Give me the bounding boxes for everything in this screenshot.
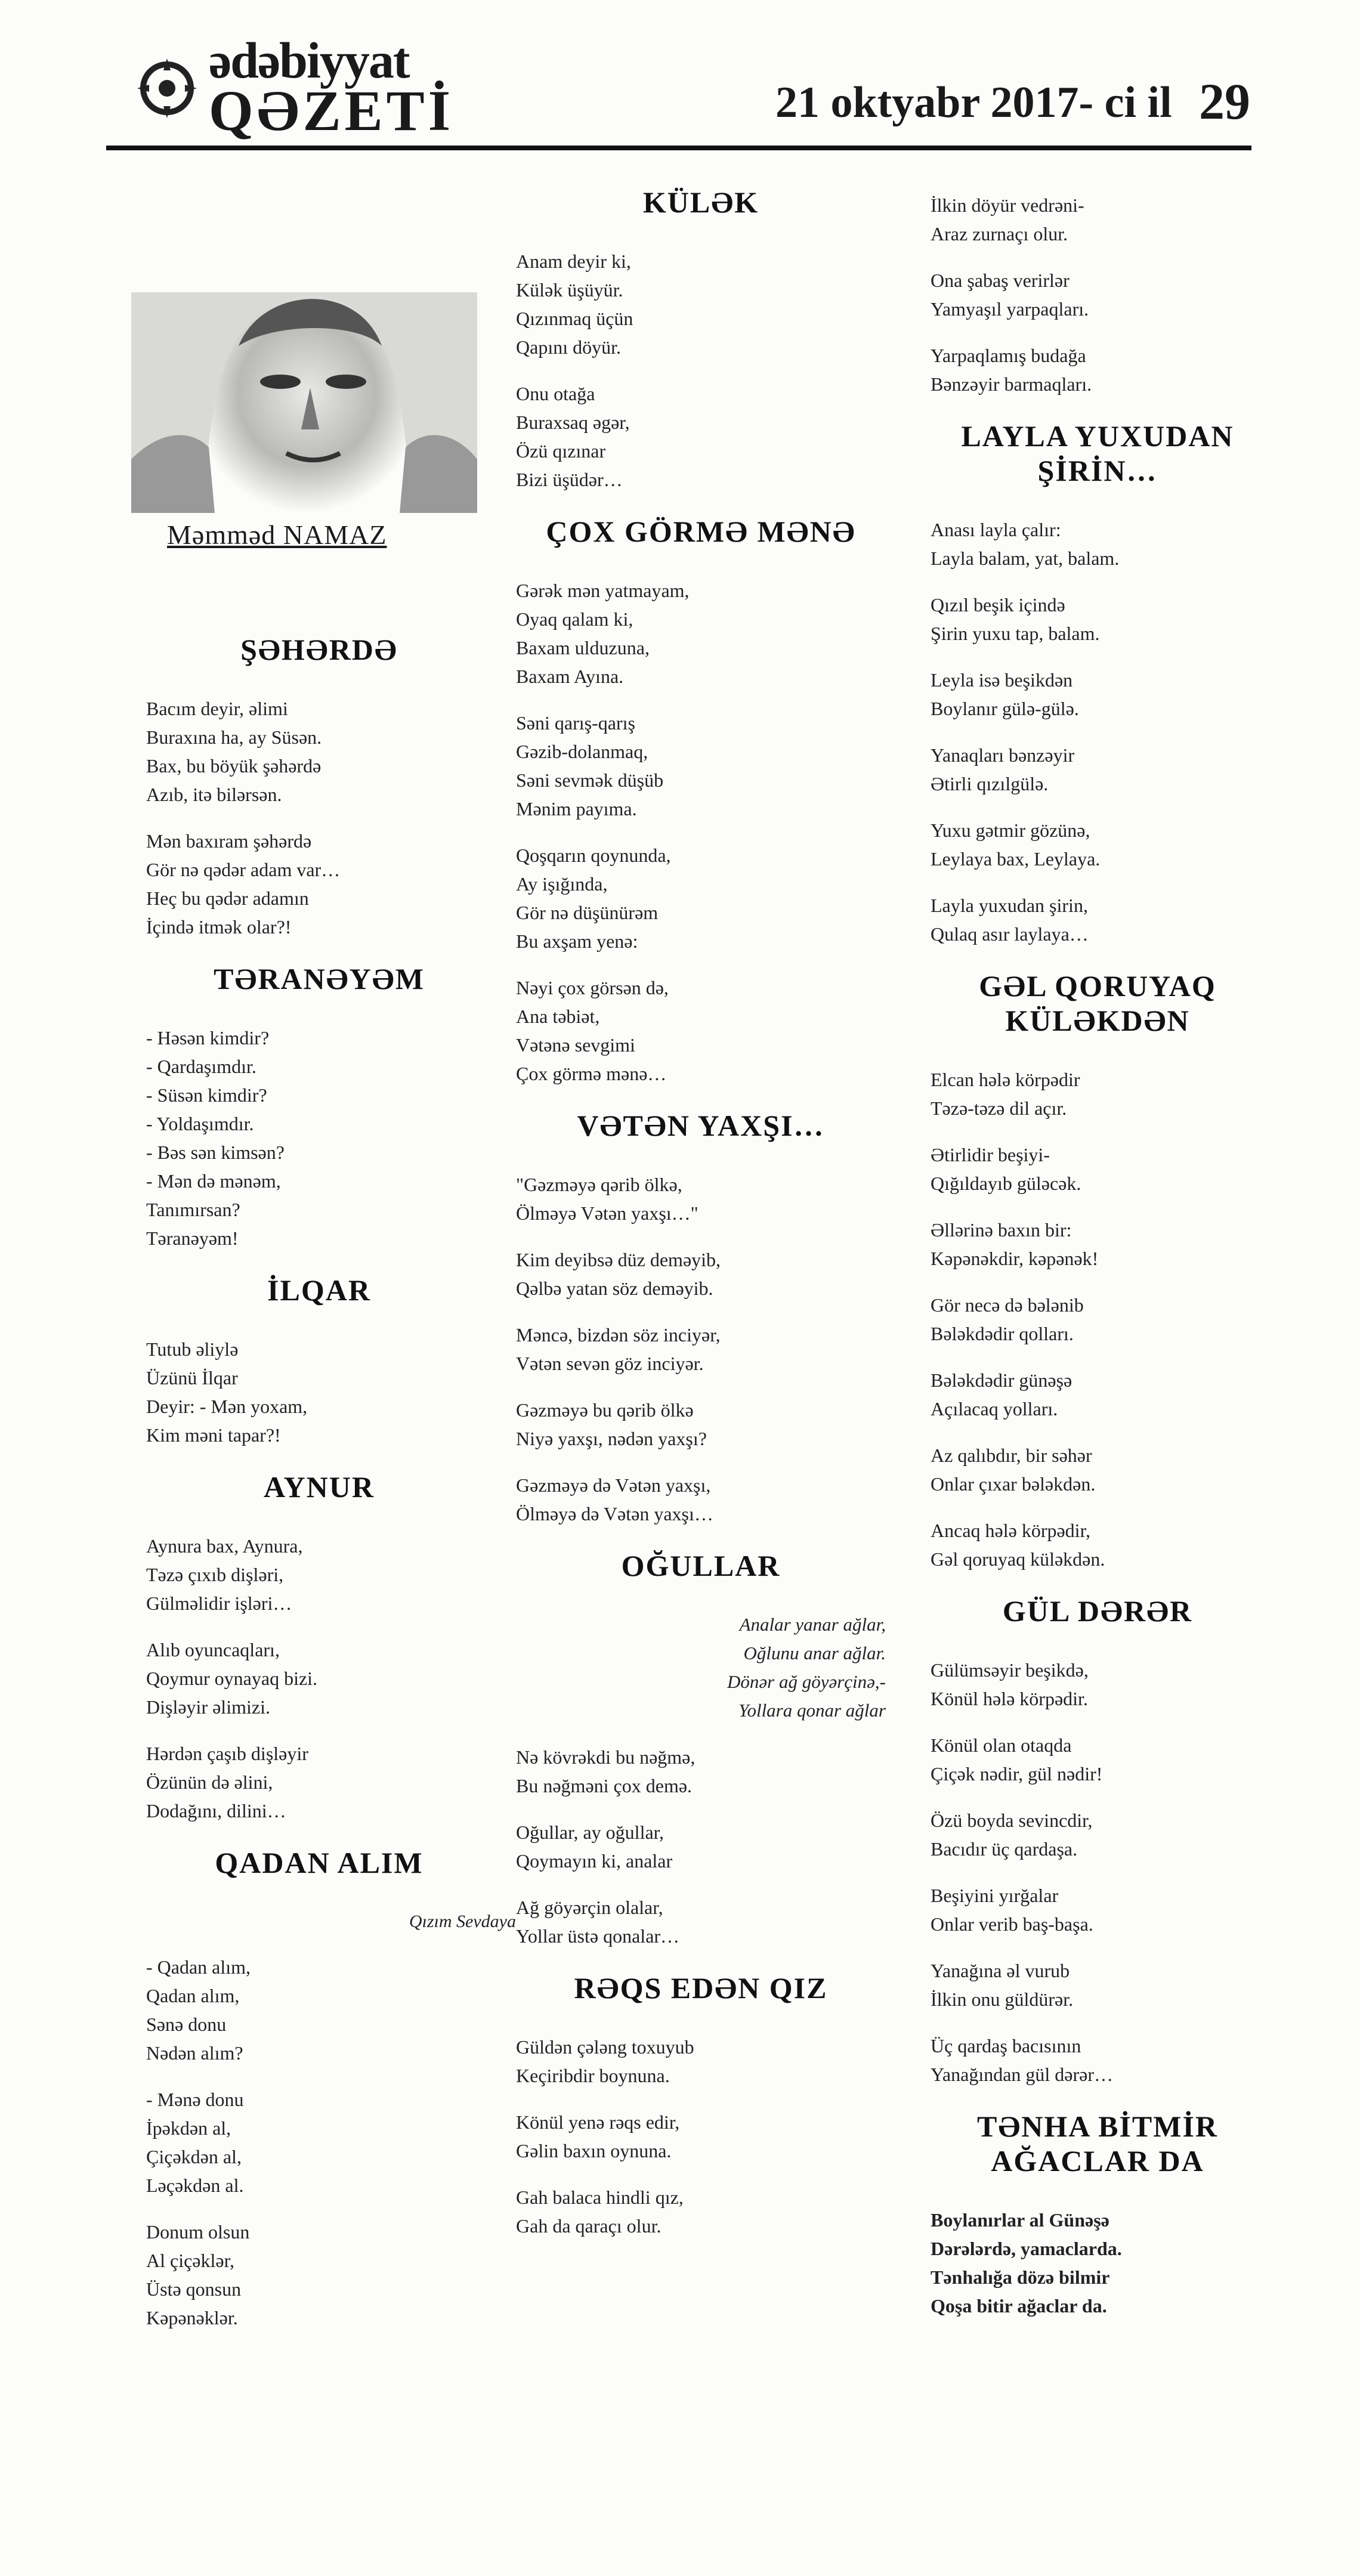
poem-title: RƏQS EDƏN QIZ (574, 1971, 828, 2005)
poem (516, 514, 886, 1088)
verse-line: Nəyi çox görsən də, (516, 977, 669, 998)
verse-line: Baxam ulduzuna, (516, 637, 650, 658)
poem-title: GÜL DƏRƏR (1002, 1594, 1193, 1628)
poem-title: TƏNHA BİTMİR AĞACLAR DA (976, 2110, 1219, 2178)
verse-line: Təzə-təzə dil açır. (931, 1097, 1067, 1119)
stanza (516, 1321, 886, 1378)
stanza (931, 1956, 1265, 2014)
verse-line: Yamyaşıl yarpaqları. (931, 298, 1089, 320)
verse-line: Gah da qaraçı olur. (516, 2215, 662, 2237)
verse-line: Külək üşüyür. (516, 279, 623, 301)
verse-line: Üstə qonsun (146, 2278, 242, 2300)
stanza (516, 247, 886, 361)
verse-line: Təranəyəm! (146, 1227, 239, 1249)
verse-line: Ətirli qızılgülə. (931, 773, 1049, 794)
epigraph-line: Oğlunu anar ağlar. (743, 1643, 886, 1663)
column-1 (146, 632, 516, 2352)
verse-line: Dişləyir əlimizi. (146, 1696, 270, 1718)
verse-line: Dodağını, dilini… (146, 1800, 286, 1822)
poem (146, 961, 516, 1253)
stanza (931, 341, 1265, 398)
verse-line: Tənhalığa dözə bilmir (931, 2266, 1110, 2288)
verse-line: Oğullar, ay oğullar, (516, 1822, 664, 1843)
verse-line: Tanımırsan? (146, 1199, 240, 1220)
verse-line: - Süsən kimdir? (146, 1084, 267, 1106)
poem (516, 185, 886, 494)
stanza (516, 1170, 886, 1227)
verse-line: Buraxına ha, ay Süsən. (146, 726, 322, 748)
verse-line: Çiçəkdən al, (146, 2146, 242, 2167)
stanza (931, 666, 1265, 723)
poem-dedication: Qızım Sevdaya (409, 1912, 516, 1931)
verse-line: Az qalıbdır, bir səhər (931, 1445, 1092, 1466)
stanza (931, 1065, 1265, 1122)
poem (146, 1470, 516, 1825)
poem-title: LAYLA YUXUDAN ŞİRİN… (961, 419, 1234, 487)
verse-line: Gülümsəyir beşikdə, (931, 1659, 1089, 1681)
masthead-top-word: ədəbiyyat (209, 32, 409, 89)
verse-line: Yanaqları bənzəyir (931, 744, 1075, 766)
verse-line: - Mənə donu (146, 2089, 244, 2110)
verse-line: Üç qardaş bacısının (931, 2035, 1081, 2057)
epigraph-line: Analar yanar ağlar, (739, 1614, 886, 1635)
verse-line: Onlar verib baş-başa. (931, 1913, 1093, 1935)
verse-line: Gəzməyə bu qərib ölkə (516, 1399, 694, 1421)
verse-line: Özü qızınar (516, 440, 606, 462)
verse-line: Qoşa bitir ağaclar da. (931, 2295, 1107, 2317)
verse-line: - Yoldaşımdır. (146, 1113, 254, 1134)
verse-line: Gah balaca hindli qız, (516, 2187, 684, 2208)
verse-line: Ölməyə də Vətən yaxşı… (516, 1503, 713, 1524)
stanza (516, 576, 886, 691)
stanza (516, 973, 886, 1088)
verse-line: Çox görmə mənə… (516, 1063, 667, 1084)
stanza (931, 2206, 1265, 2320)
stanza (516, 1245, 886, 1303)
verse-line: İlkin onu güldürər. (931, 1989, 1074, 2010)
stanza (516, 1893, 886, 1950)
verse-line: - Bəs sən kimsən? (146, 1142, 285, 1163)
verse-line: Qızıl beşik içində (931, 594, 1065, 616)
verse-line: Gəzməyə də Vətən yaxşı, (516, 1474, 711, 1496)
poem-title: ÇOX GÖRMƏ MƏNƏ (546, 515, 856, 548)
poem (931, 2109, 1265, 2320)
stanza (931, 1516, 1265, 1573)
verse-line: - Həsən kimdir? (146, 1027, 270, 1049)
stanza (146, 2218, 516, 2332)
masthead-logo (143, 32, 455, 143)
verse-line: Ancaq hələ körpədir, (931, 1520, 1090, 1541)
verse-line: "Gəzməyə qərib ölkə, (516, 1174, 682, 1195)
verse-line: Yollar üstə qonalar… (516, 1925, 680, 1947)
stanza (516, 2183, 886, 2240)
poem (931, 1594, 1265, 2089)
verse-line: Elcan hələ körpədir (931, 1069, 1080, 1090)
poem (516, 1108, 886, 1528)
verse-line: Ana təbiət, (516, 1006, 600, 1027)
verse-line: Özü boyda sevincdir, (931, 1810, 1093, 1831)
verse-line: Səni sevmək düşüb (516, 769, 664, 791)
verse-line: Donum olsun (146, 2221, 250, 2243)
verse-line: Yuxu gətmir gözünə, (931, 820, 1090, 841)
verse-line: Bələkdədir qolları. (931, 1323, 1074, 1344)
verse-line: Səni qarış-qarış (516, 712, 635, 734)
verse-line: Buraxsaq əgər, (516, 412, 630, 433)
stanza (146, 1739, 516, 1825)
verse-line: Mən baxıram şəhərdə (146, 830, 312, 852)
verse-line: Gərək mən yatmayam, (516, 580, 690, 601)
verse-line: Kəpənəkdir, kəpənək! (931, 1248, 1099, 1269)
verse-line: Özünün də əlini, (146, 1771, 273, 1793)
verse-line: Gör necə də bələnib (931, 1294, 1084, 1316)
stanza (146, 1023, 516, 1253)
verse-line: Kim məni tapar?! (146, 1424, 281, 1446)
poem (931, 419, 1265, 948)
poem (146, 632, 516, 941)
verse-line: Ağ göyərçin olalar, (516, 1897, 663, 1918)
verse-line: Məncə, bizdən söz inciyər, (516, 1324, 721, 1346)
verse-line: Üzünü İlqar (146, 1367, 238, 1388)
poem (931, 969, 1265, 1573)
verse-line: Sənə donu (146, 2014, 227, 2035)
verse-line: İpəkdən al, (146, 2117, 231, 2139)
verse-line: Alıb oyuncaqları, (146, 1639, 280, 1660)
author-photo (119, 233, 489, 513)
stanza (516, 379, 886, 494)
poem-title: OĞULLAR (621, 1549, 781, 1582)
verse-line: Heç bu qədər adamın (146, 887, 309, 909)
poem-title: İLQAR (267, 1273, 371, 1307)
verse-line: Al çiçəklər, (146, 2250, 234, 2271)
stanza (931, 1731, 1265, 1788)
verse-line: Niyə yaxşı, nədən yaxşı? (516, 1428, 707, 1449)
stanza (931, 891, 1265, 948)
page-number: 29 (1199, 73, 1250, 130)
verse-line: Mənim payıma. (516, 798, 637, 820)
poem-title: ŞƏHƏRDƏ (240, 633, 398, 666)
verse-line: Bələkdədir günəşə (931, 1369, 1072, 1391)
verse-line: Gəl qoruyaq küləkdən. (931, 1548, 1105, 1570)
verse-line: Gülməlidir işləri… (146, 1592, 292, 1614)
verse-line: Ləçəkdən al. (146, 2175, 244, 2196)
stanza (931, 1656, 1265, 1713)
verse-line: Boylanırlar al Günəşə (931, 2209, 1109, 2231)
stanza (516, 1743, 886, 1800)
verse-line: Bax, bu böyük şəhərdə (146, 755, 322, 777)
verse-line: Gəlin baxın oynuna. (516, 2140, 672, 2161)
poem-title: QADAN ALIM (215, 1846, 424, 1879)
verse-line: - Qadan alım, (146, 1956, 251, 1978)
verse-line: - Mən də mənəm, (146, 1170, 281, 1192)
verse-line: Dərələrdə, yamaclarda. (931, 2238, 1122, 2259)
verse-line: Könül yenə rəqs edir, (516, 2111, 680, 2133)
verse-line: Qadan alım, (146, 1985, 240, 2006)
verse-line: Layla balam, yat, balam. (931, 548, 1120, 569)
verse-line: Araz zurnaçı olur. (931, 223, 1068, 245)
verse-line: Qapını döyür. (516, 336, 621, 358)
verse-line: Çiçək nədir, gül nədir! (931, 1763, 1103, 1785)
verse-line: Leyla isə beşikdən (931, 669, 1073, 691)
verse-line: Nə kövrəkdi bu nəğmə, (516, 1746, 696, 1768)
issue-date: 21 oktyabr 2017- ci il (775, 78, 1172, 127)
stanza (146, 2085, 516, 2200)
stanza (146, 1953, 516, 2067)
stanza (931, 1216, 1265, 1273)
stanza (516, 709, 886, 823)
verse-line: Hərdən çaşıb dişləyir (146, 1743, 308, 1764)
verse-line: Ölməyə Vətən yaxşı…" (516, 1202, 698, 1224)
verse-line: Onlar çıxar bələkdən. (931, 1473, 1096, 1495)
verse-line: Bu nəğməni çox demə. (516, 1775, 693, 1796)
stanza (931, 741, 1265, 798)
verse-line: Nədən alım? (146, 2042, 243, 2064)
verse-line: Gör nə düşünürəm (516, 902, 659, 923)
verse-line: Qoşqarın qoynunda, (516, 845, 671, 866)
verse-line: Layla yuxudan şirin, (931, 895, 1088, 916)
verse-line: Ətirlidir beşiyi- (931, 1144, 1050, 1165)
verse-line: Oyaq qalam ki, (516, 608, 633, 630)
verse-line: Əllərinə baxın bir: (931, 1219, 1072, 1241)
verse-line: Bacım deyir, əlimi (146, 698, 288, 719)
stanza (516, 1471, 886, 1528)
verse-line: Təzə çıxıb dişləri, (146, 1564, 284, 1585)
verse-line: Gör nə qədər adam var… (146, 859, 341, 880)
poem-title: AYNUR (264, 1470, 375, 1504)
stanza (516, 1818, 886, 1875)
stanza (931, 515, 1265, 573)
verse-line: Keçiribdir boynuna. (516, 2065, 670, 2086)
verse-line: İçində itmək olar?! (146, 916, 292, 938)
verse-line: Vətən sevən göz inciyər. (516, 1353, 704, 1374)
masthead-bottom-word: QƏZETİ (209, 79, 455, 143)
stanza (516, 1396, 886, 1453)
verse-line: Yanağından gül dərər… (931, 2064, 1114, 2085)
poem (516, 1971, 886, 2240)
stanza (931, 1140, 1265, 1198)
author-name: Məmməd NAMAZ (167, 519, 387, 550)
stanza (931, 590, 1265, 648)
verse-line: Könül hələ körpədir. (931, 1688, 1088, 1709)
verse-line: Bacıdır üç qardaşa. (931, 1838, 1078, 1860)
stanza (931, 2031, 1265, 2089)
stanza (146, 1635, 516, 1721)
verse-line: Ona şabaş verirlər (931, 270, 1070, 291)
stanza (146, 694, 516, 809)
verse-line: Bənzəyir barmaqları. (931, 373, 1092, 395)
stanza (931, 266, 1265, 323)
poem-title: TƏRANƏYƏM (214, 962, 425, 995)
verse-line: Bizi üşüdər… (516, 469, 623, 490)
stanza (931, 1441, 1265, 1498)
verse-line: Bu axşam yenə: (516, 930, 638, 952)
verse-line: Qəlbə yatan söz deməyib. (516, 1278, 713, 1299)
verse-line: Onu otağa (516, 383, 595, 404)
verse-line: Leylaya bax, Leylaya. (931, 848, 1101, 870)
header-rule (106, 146, 1251, 150)
verse-line: Şirin yuxu tap, balam. (931, 623, 1100, 644)
poem-title: VƏTƏN YAXŞI… (577, 1109, 825, 1142)
verse-line: Gəzib-dolanmaq, (516, 741, 648, 762)
stanza (931, 1881, 1265, 1938)
verse-line: Qığıldayıb güləcək. (931, 1173, 1081, 1194)
poem-title: GƏL QORUYAQ KÜLƏKDƏN (979, 969, 1216, 1037)
verse-line: Anası layla çalır: (931, 519, 1061, 540)
column-3 (931, 191, 1265, 2340)
poem (146, 1273, 516, 1449)
verse-line: Qulaq asır laylaya… (931, 923, 1089, 945)
verse-line: Qoymayın ki, analar (516, 1850, 673, 1872)
stanza (516, 2108, 886, 2165)
poem (931, 191, 1265, 398)
verse-line: Deyir: - Mən yoxam, (146, 1396, 308, 1417)
verse-line: İlkin döyür vedrəni- (931, 194, 1084, 216)
logo-emblem-icon (131, 52, 203, 124)
verse-line: Kim deyibsə düz deməyib, (516, 1249, 721, 1270)
poem (146, 1845, 516, 2332)
verse-line: Yarpaqlamış budağa (931, 345, 1086, 366)
stanza (931, 1291, 1265, 1348)
column-2 (516, 185, 886, 2260)
verse-line: Beşiyini yırğalar (931, 1885, 1059, 1906)
verse-line: - Qardaşımdır. (146, 1056, 256, 1077)
verse-line: Azıb, itə bilərsən. (146, 784, 282, 805)
stanza (931, 191, 1265, 248)
verse-line: Qoymur oynayaq bizi. (146, 1668, 318, 1689)
verse-line: Könül olan otaqda (931, 1734, 1072, 1756)
stanza (146, 827, 516, 941)
stanza (146, 1532, 516, 1618)
verse-line: Vətənə sevgimi (516, 1034, 635, 1056)
stanza (931, 1366, 1265, 1423)
poem (516, 1548, 886, 1950)
stanza (516, 2033, 886, 2090)
verse-line: Boylanır gülə-gülə. (931, 698, 1079, 719)
verse-line: Açılacaq yolları. (931, 1398, 1058, 1420)
stanza (931, 816, 1265, 873)
poem-title: KÜLƏK (642, 185, 759, 219)
verse-line: Yanağına əl vurub (931, 1960, 1070, 1981)
verse-line: Aynura bax, Aynura, (146, 1535, 303, 1557)
poem-epigraph (516, 1610, 886, 1725)
verse-line: Tutub əliylə (146, 1338, 239, 1360)
verse-line: Güldən çələng toxuyub (516, 2036, 694, 2058)
verse-line: Baxam Ayına. (516, 666, 624, 687)
epigraph-line: Yollara qonar ağlar (738, 1700, 886, 1721)
verse-line: Qızınmaq üçün (516, 308, 633, 329)
epigraph-line: Dönər ağ göyərçinə,- (727, 1671, 886, 1692)
stanza (931, 1806, 1265, 1863)
stanza (516, 841, 886, 955)
stanza (146, 1335, 516, 1449)
verse-line: Ay işığında, (516, 873, 608, 895)
verse-line: Anam deyir ki, (516, 251, 631, 272)
verse-line: Kəpənəklər. (146, 2307, 238, 2328)
